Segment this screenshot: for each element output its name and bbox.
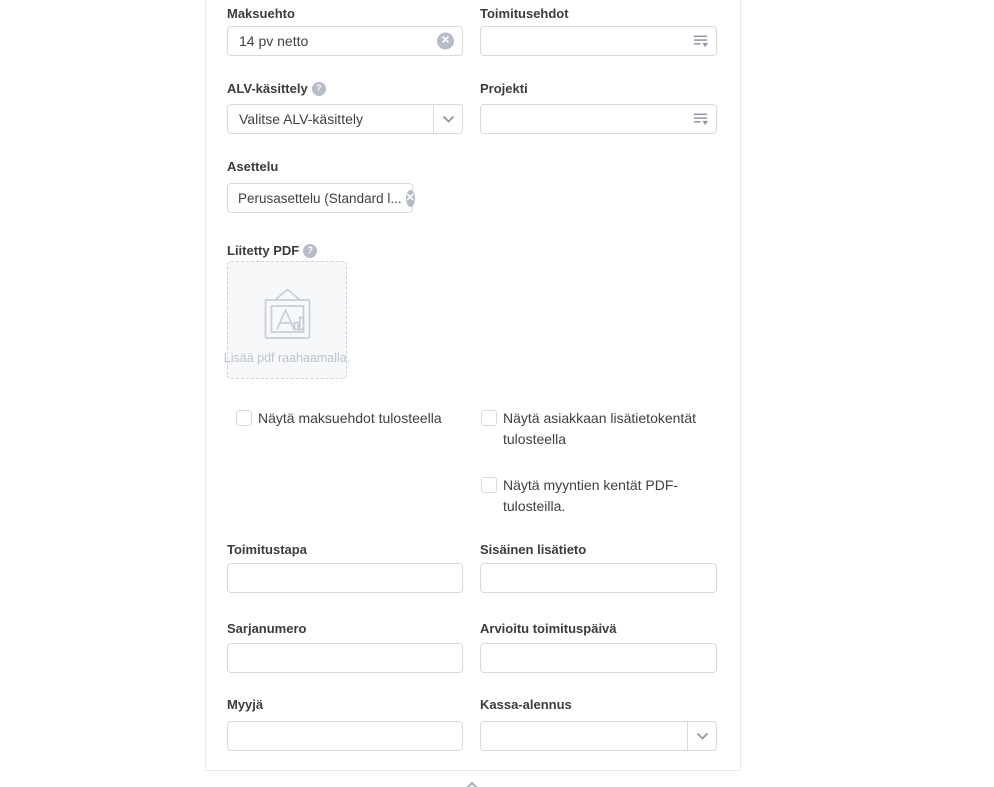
projekti-field [480,104,717,134]
sarjanumero-input[interactable] [227,643,463,673]
kassa-alennus-select-value [481,722,687,750]
toimitustapa-label: Toimitustapa [227,542,307,557]
arvioitu-toimituspaiva-input[interactable] [480,643,717,673]
asettelu-tag: Perusasettelu (Standard l... [238,190,402,206]
kassa-alennus-label: Kassa-alennus [480,697,572,712]
maksuehto-label: Maksuehto [227,6,295,21]
sarjanumero-field [227,643,463,673]
close-circle-icon[interactable]: ✕ [406,190,415,207]
list-select-icon[interactable] [693,112,708,127]
close-circle-icon[interactable]: ✕ [437,33,454,50]
sisainen-lisatieto-input[interactable] [480,563,717,593]
sisainen-lisatieto-field [480,563,717,593]
toimitusehdot-label: Toimitusehdot [480,6,569,21]
chevron-down-icon[interactable] [433,105,462,133]
liitetty-pdf-label: Liitetty PDF ? [227,243,317,258]
sarjanumero-label: Sarjanumero [227,621,307,636]
checkbox-label[interactable]: Näytä myyntien kentät PDF-tulosteilla. [503,477,679,514]
checkbox-label[interactable]: Näytä maksuehdot tulosteella [258,410,442,426]
maksuehto-field [227,26,463,56]
picture-frame-icon [263,286,312,346]
toimitusehdot-input[interactable] [480,26,717,56]
asettelu-label: Asettelu [227,159,279,174]
toimitustapa-input[interactable] [227,563,463,593]
asettelu-field[interactable] [227,183,413,213]
chevron-up-icon[interactable] [463,779,481,787]
checkbox-nayta-lisatietokentat[interactable] [481,410,497,426]
list-select-icon[interactable] [693,34,708,49]
kassa-alennus-select[interactable] [480,721,717,751]
projekti-input[interactable] [480,104,717,134]
pdf-dropzone[interactable] [223,261,351,379]
chevron-down-icon[interactable] [687,722,716,750]
checkbox-label[interactable]: Näytä asiakkaan lisätietokentät tulosteella [503,410,696,447]
checkbox-nayta-maksuehdot[interactable] [236,410,252,426]
checkbox-nayta-myyntien-kentat[interactable] [481,477,497,493]
myyja-input[interactable] [227,721,463,751]
arvioitu-toimituspaiva-label: Arvioitu toimituspäivä [480,621,617,636]
sisainen-lisatieto-label: Sisäinen lisätieto [480,542,587,557]
projekti-label: Projekti [480,81,528,96]
myyja-field [227,721,463,751]
myyja-label: Myyjä [227,697,264,712]
toimitusehdot-field [480,26,717,56]
dropzone-hint: Lisää pdf raahaamalla. [223,351,351,365]
alv-kasittely-label: ALV-käsittely ? [227,81,326,96]
question-circle-icon[interactable]: ? [303,244,317,258]
arvioitu-toimituspaiva-field [480,643,717,673]
panel-bottom-divider [205,770,741,771]
question-circle-icon[interactable]: ? [312,82,326,96]
maksuehto-input[interactable] [227,26,463,56]
toimitustapa-field [227,563,463,593]
alv-kasittely-select[interactable] [227,104,463,134]
alv-kasittely-select-value: Valitse ALV-käsittely [239,111,363,127]
